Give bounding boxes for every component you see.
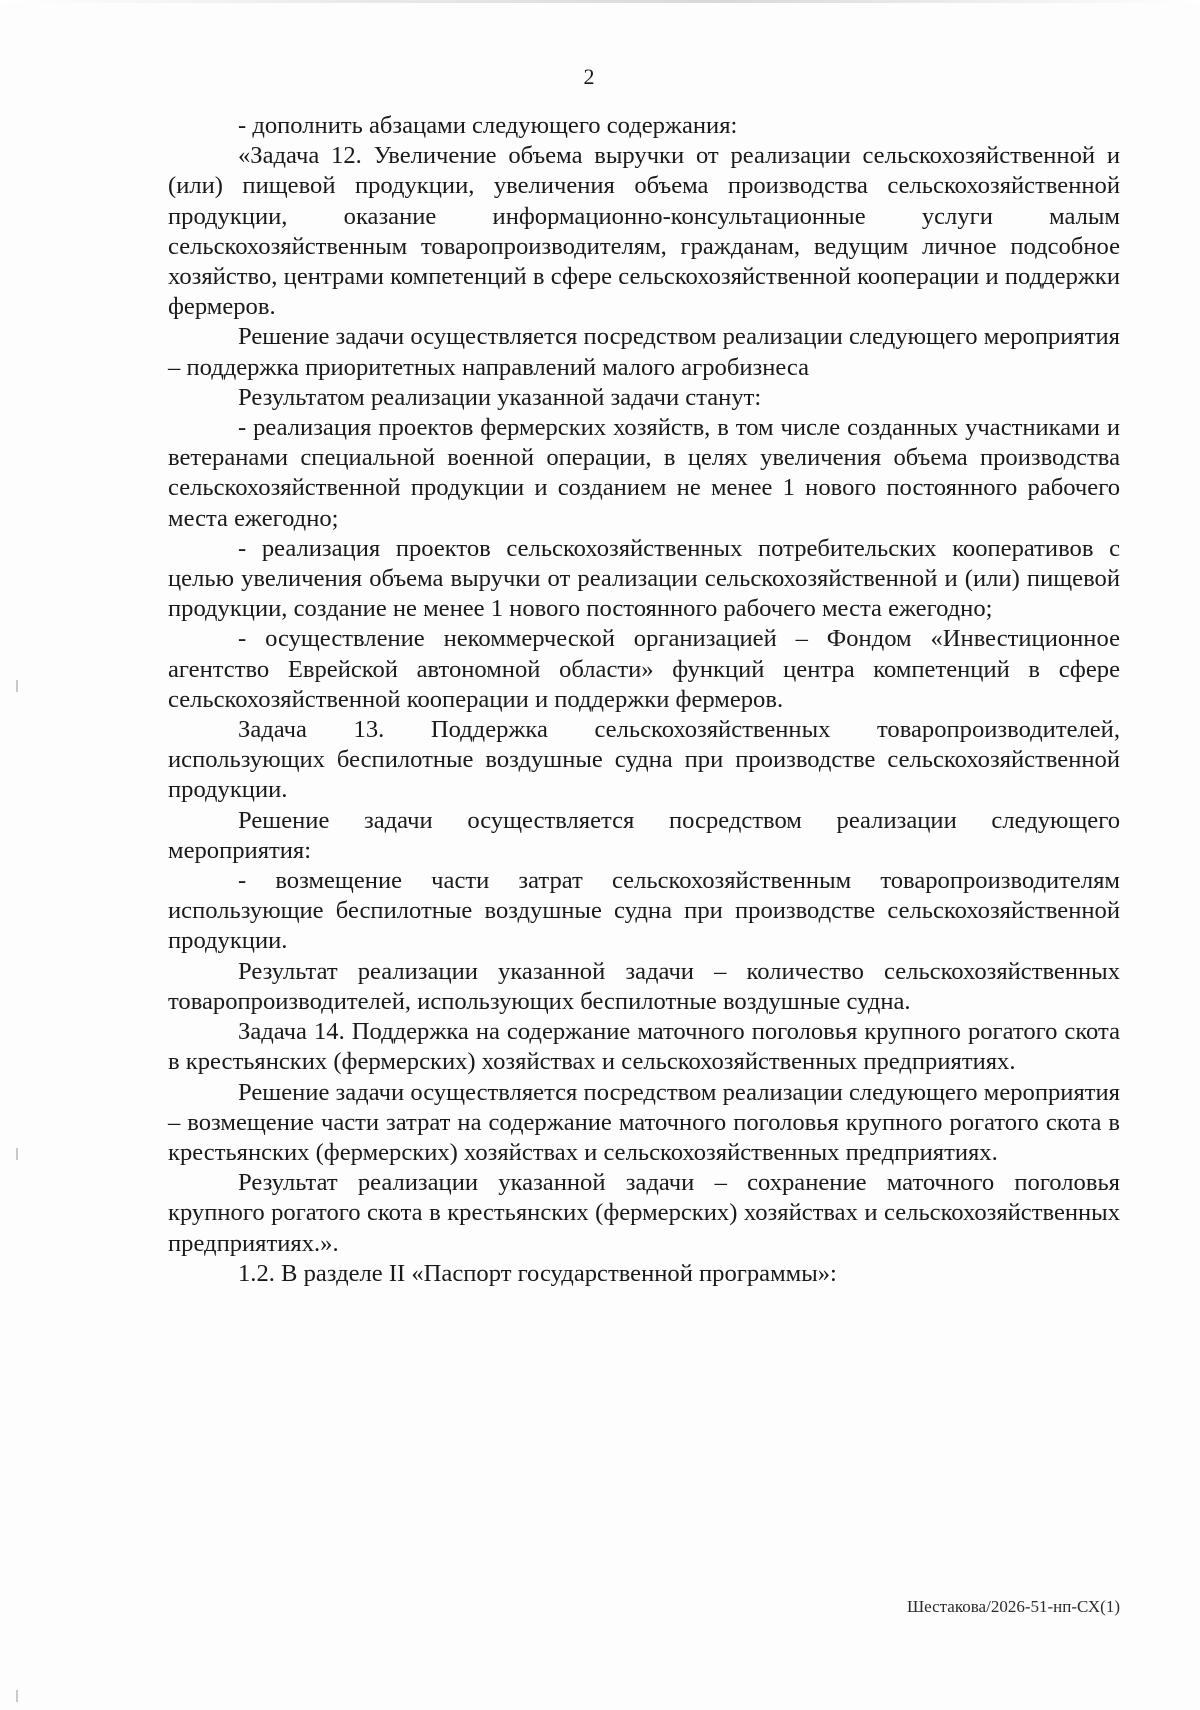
- margin-mark: [16, 680, 18, 692]
- page-number: 2: [583, 64, 595, 89]
- paragraph: Решение задачи осуществляется посредством реализации следующего мероприятия – возмещение части затрат на содержание маточного поголовья крупного рогатого скота в крестьянских (фермерских) хозяйствах и сельскохозяйственных предприятиях.: [168, 1078, 1120, 1166]
- paragraph: Результатом реализации указанной задачи станут:: [238, 383, 762, 411]
- paragraph: - возмещение части затрат сельскохозяйственным товаропроизводителям использующие беспилотные воздушные судна при производстве сельскохозяйственной продукции.: [168, 867, 1120, 955]
- margin-mark: [16, 1690, 18, 1702]
- paragraph: Решение задачи осуществляется посредством реализации следующего мероприятия – поддержка приоритетных направлений малого агробизнеса: [168, 323, 1120, 381]
- margin-mark: [16, 1148, 18, 1160]
- paragraph: - реализация проектов фермерских хозяйств, в том числе созданных участниками и ветеранами специальной военной операции, в целях увеличения объема производства сельскохозяйственной продукции и созданием не менее 1 нового постоянного рабочего места ежегодно;: [168, 414, 1120, 532]
- paragraph: - реализация проектов сельскохозяйственных потребительских кооперативов с целью увеличения объема выручки от реализации сельскохозяйственной и (или) пищевой продукции, создание не менее 1 нового постоянного рабочего места ежегодно;: [168, 534, 1120, 623]
- document-code: Шестакова/2026-51-нп-СХ(1): [907, 1597, 1120, 1616]
- paragraph: Результат реализации указанной задачи – количество сельскохозяйственных товаропроизводителей, использующих беспилотные воздушные судна.: [168, 957, 1120, 1015]
- paragraph: Результат реализации указанной задачи – сохранение маточного поголовья крупного рогатого скота в крестьянских (фермерских) хозяйствах и сельскохозяйственных предприятиях.».: [168, 1169, 1120, 1257]
- paragraph: - дополнить абзацами следующего содержания:: [238, 112, 738, 139]
- paragraph: - осуществление некоммерческой организацией – Фондом «Инвестиционное агентство Еврейской автономной области» функций центра компетенций в сфере сельскохозяйственной кооперации и поддержки фермеров.: [168, 625, 1120, 713]
- paragraph: «Задача 12. Увеличение объема выручки от реализации сельскохозяйственной и (или) пищевой продукции, увеличения объема производства сельскохозяйственной продукции, оказание информационно-консультационные услуги малым сельскохозяйственным товаропроизводителям, гражданам, ведущим личное подсобное хозяйство, центрами компетенций в сфере сельскохозяйственной кооперации и поддержки фермеров.: [168, 142, 1120, 321]
- scan-edge: [0, 0, 1200, 3]
- paragraph: Задача 13. Поддержка сельскохозяйственных товаропроизводителей, использующих беспилотные воздушные судна при производстве сельскохозяйственной продукции.: [168, 716, 1120, 804]
- document-body: [168, 111, 1120, 1289]
- paragraph: Задача 14. Поддержка на содержание маточного поголовья крупного рогатого скота в крестьянских (фермерских) хозяйствах и сельскохозяйственных предприятиях.: [168, 1018, 1120, 1076]
- paragraph: Решение задачи осуществляется посредством реализации следующего мероприятия:: [168, 806, 1120, 864]
- paragraph: 1.2. В разделе II «Паспорт государственной программы»:: [238, 1259, 837, 1287]
